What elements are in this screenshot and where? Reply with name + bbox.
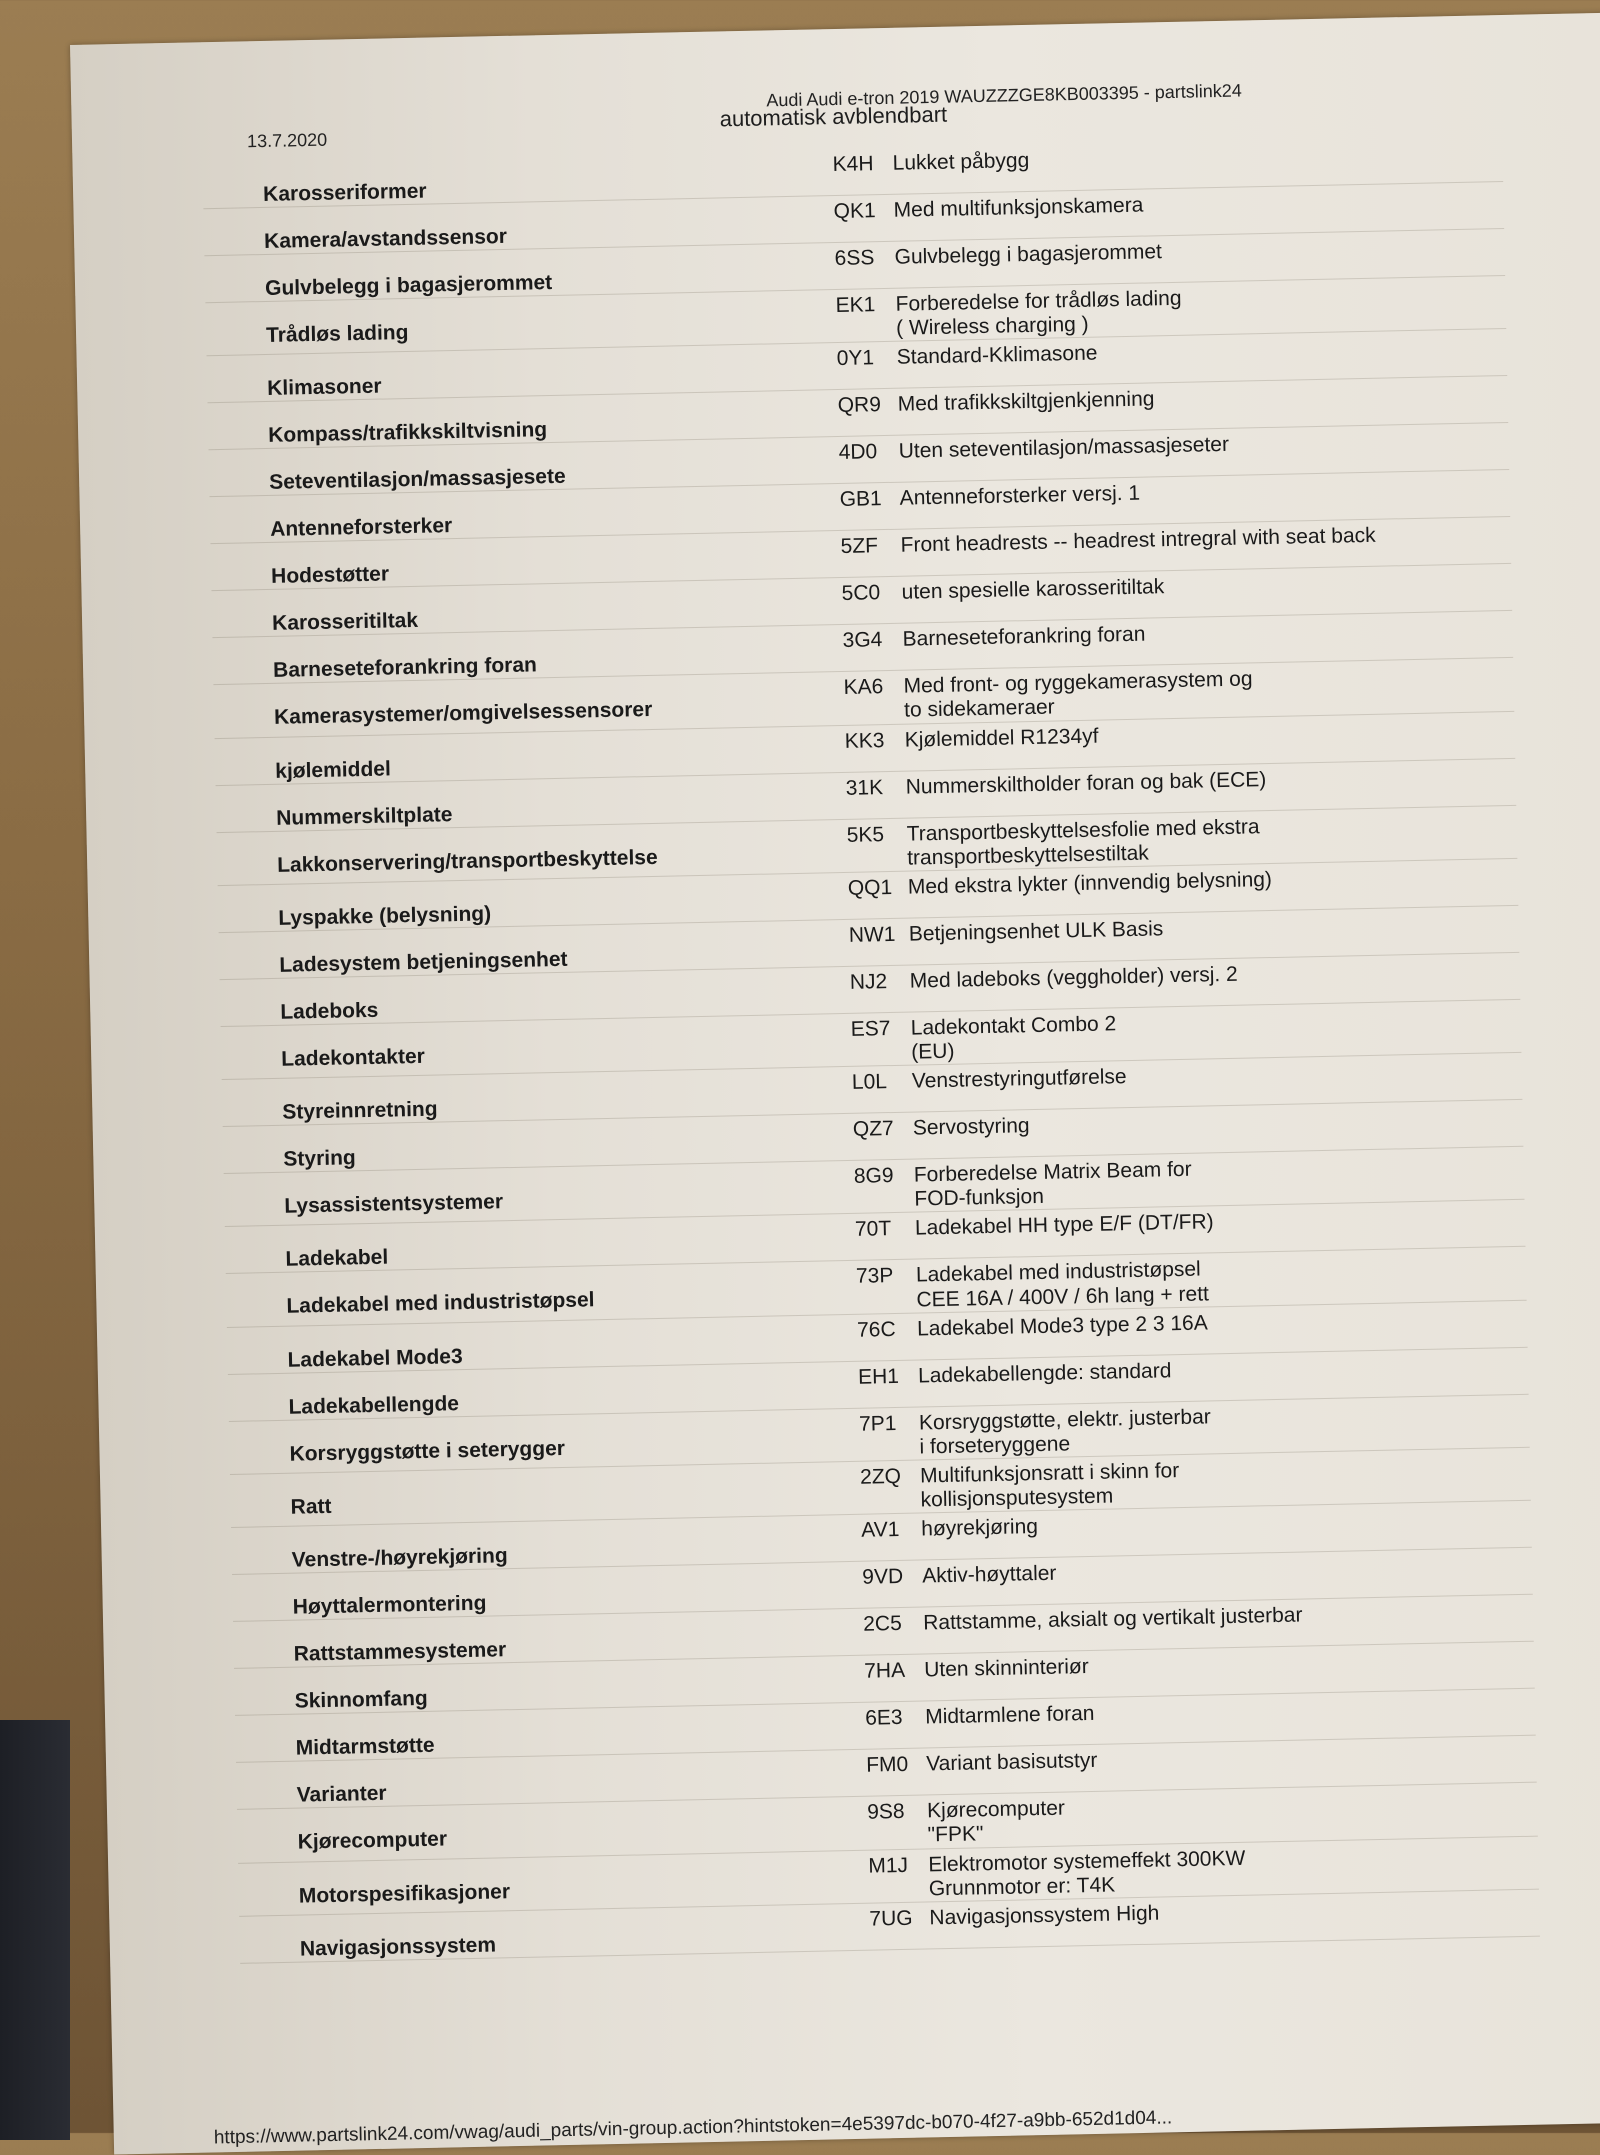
row-label: Trådløs lading [265,320,409,347]
row-code: 3G4 [842,628,883,653]
row-description: Kjørecomputer "FPK" [926,1796,1066,1847]
row-description: Ladekabel Mode3 type 2 3 16A [916,1311,1208,1341]
row-description: Navigasjonssystem High [929,1901,1160,1930]
row-code: 7UG [869,1906,913,1931]
row-label: Kjørecomputer [297,1827,448,1854]
row-description: Lukket påbygg [892,148,1030,175]
row-description: Gulvbelegg i bagasjerommet [894,240,1163,269]
row-description: uten spesielle karosseritiltak [901,575,1165,604]
row-code: 9S8 [866,1800,905,1824]
row-label: Ladekabel [285,1246,389,1272]
row-code: 76C [856,1317,896,1342]
background-surface [0,1720,70,2140]
row-label: Lyspakke (belysning) [278,902,492,930]
row-label: Skinnomfang [294,1687,428,1713]
row-code: 6E3 [864,1706,903,1730]
row-code: 9VD [862,1565,904,1589]
row-label: Styring [283,1146,356,1171]
row-description: Venstrestyringutførelse [911,1065,1127,1093]
row-description: Med ladeboks (veggholder) versj. 2 [909,962,1238,993]
row-description: Forberedelse for trådløs lading ( Wireless charging ) [895,286,1182,340]
row-label: Venstre-/høyrekjøring [291,1544,508,1572]
row-description: Ladekontakt Combo 2 (EU) [910,1012,1117,1064]
row-description: Ladekabellengde: standard [917,1358,1172,1388]
row-code: 4D0 [838,440,878,465]
row-code: 2C5 [863,1612,903,1636]
row-label: Antenneforsterker [269,514,453,542]
row-code: 5C0 [841,581,881,606]
row-label: Hodestøtter [270,562,390,589]
row-description: Standard-Kklimasone [896,341,1098,370]
row-code: 31K [845,775,884,800]
row-label: Korsryggstøtte i seterygger [289,1436,566,1466]
row-description: Midtarmlene foran [924,1702,1095,1729]
row-code: M1J [868,1853,909,1878]
row-code: FM0 [865,1753,909,1777]
row-code: NJ2 [849,969,888,994]
row-code: KA6 [843,675,884,700]
row-description: Front headrests -- headrest intregral with seat back [900,524,1376,557]
row-description: Ladekabel HH type E/F (DT/FR) [914,1210,1214,1240]
row-description: Med front- og ryggekamerasystem og to sidekameraer [903,667,1253,723]
row-code: AV1 [861,1518,900,1543]
row-code: QQ1 [847,875,893,900]
row-code: GB1 [839,487,882,512]
row-code: 5K5 [846,822,885,847]
row-label: Ratt [290,1494,332,1519]
row-code: 6SS [834,246,875,271]
row-code: 8G9 [853,1164,894,1188]
continued-text: automatisk avblendbart [719,101,948,132]
row-code: QK1 [833,199,876,224]
row-description: Med trafikkskiltgjenkjenning [897,387,1155,417]
row-code: K4H [832,152,874,177]
row-description: Nummerskiltholder foran og bak (ECE) [905,767,1267,799]
row-label: Motorspesifikasjoner [298,1879,511,1908]
row-label: Navigasjonssystem [299,1933,497,1961]
row-label: Midtarmstøtte [295,1733,435,1760]
row-code: EH1 [857,1364,900,1389]
row-label: Ladekabellengde [288,1391,460,1419]
row-description: Variant basisutstyr [925,1749,1098,1776]
row-description: Servostyring [912,1114,1030,1140]
row-label: Karosseriformer [262,179,427,206]
print-date: 13.7.2020 [246,129,328,152]
row-label: Ladesystem betjeningsenhet [279,947,568,977]
row-code: 7HA [863,1659,906,1683]
row-code: EK1 [835,293,876,318]
row-label: Barneseteforankring foran [272,653,538,683]
row-label: Karosseritiltak [271,609,419,636]
row-description: Korsryggstøtte, elektr. justerbar i forseteryggene [918,1405,1211,1459]
row-code: 70T [854,1217,892,1242]
row-label: Rattstammesystemer [293,1638,507,1666]
row-description: Elektromotor systemeffekt 300KW Grunnmotor er: T4K [928,1846,1246,1901]
row-description: Betjeningsenhet ULK Basis [908,917,1164,946]
row-code: 73P [855,1264,894,1289]
row-label: Kamerasystemer/omgivelsessensorer [273,698,653,730]
row-label: Ladekontakter [281,1044,426,1071]
row-label: Ladekabel med industristøpsel [286,1288,595,1319]
row-code: L0L [851,1070,888,1094]
row-code: 2ZQ [859,1464,902,1489]
row-label: kjølemiddel [275,757,391,783]
row-description: Aktiv-høyttaler [922,1561,1057,1588]
row-code: ES7 [850,1016,891,1041]
row-description: Med multifunksjonskamera [893,193,1144,222]
row-description: Med ekstra lykter (innvendig belysning) [907,867,1273,899]
row-label: Kamera/avstandssensor [263,224,508,253]
footer-url: https://www.partslink24.com/vwag/audi_parts/vin-group.action?hintstoken=4e5397dc-b070-4f27-a9bb-652d1d04... [213,2107,1173,2149]
row-description: høyrekjøring [921,1515,1039,1541]
page-title: Audi Audi e-tron 2019 WAUZZZGE8KB003395 - partslink24 [766,80,1242,111]
row-description: Uten skinninteriør [923,1655,1089,1682]
row-label: Varianter [296,1782,387,1807]
row-code: 0Y1 [836,346,875,371]
row-label: Ladekabel Mode3 [287,1344,463,1372]
row-code: 7P1 [858,1411,897,1436]
row-code: KK3 [844,728,885,753]
row-label: Lysassistentsystemer [284,1190,504,1218]
row-description: Forberedelse Matrix Beam for FOD-funksjon [913,1157,1192,1211]
row-description: Uten seteventilasjon/massasjeseter [898,433,1230,464]
row-code: NW1 [848,922,896,947]
row-label: Styreinnretning [282,1097,438,1124]
row-code: 5ZF [840,534,879,559]
row-label: Seteventilasjon/massasjesete [268,464,566,495]
row-label: Nummerskiltplate [275,802,453,830]
row-label: Lakkonservering/transportbeskyttelse [276,845,658,877]
row-label: Høyttalermontering [292,1591,487,1619]
row-description: Multifunksjonsratt i skinn for kollisjonsputesystem [919,1459,1180,1512]
row-description: Antenneforsterker versj. 1 [899,481,1141,511]
row-label: Klimasoner [267,374,382,401]
row-label: Ladeboks [280,998,379,1024]
row-label: Kompass/trafikkskiltvisning [267,418,548,448]
row-description: Rattstamme, aksialt og vertikalt justerbar [922,1603,1303,1635]
row-description: Ladekabel med industristøpsel CEE 16A / 400V / 6h lang + rett [915,1257,1210,1312]
row-code: QR9 [837,393,882,418]
row-label: Gulvbelegg i bagasjerommet [264,270,553,300]
row-description: Transportbeskyttelsesfolie med ekstra transportbeskyttelsestiltak [906,814,1260,870]
paper-sheet [70,13,1600,2155]
row-description: Barneseteforankring foran [902,622,1146,651]
equipment-table [202,135,1539,1964]
row-code: QZ7 [852,1117,894,1141]
row-description: Kjølemiddel R1234yf [904,724,1099,752]
